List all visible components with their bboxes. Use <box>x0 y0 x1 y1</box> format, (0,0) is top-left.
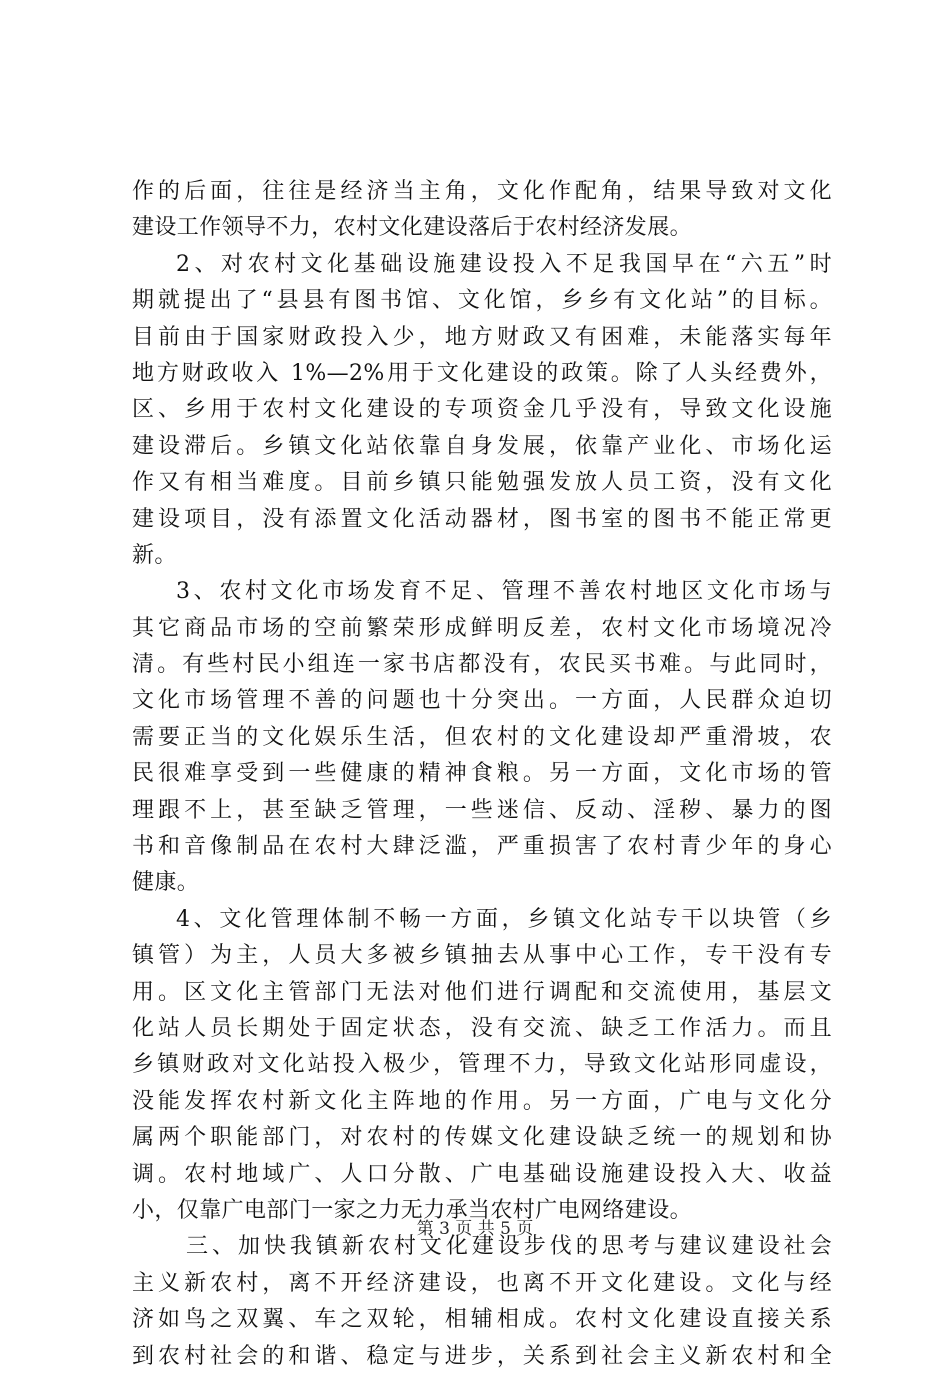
text-line: 建设工作领导不力，农村文化建设落后于农村经济发展。 <box>132 215 693 241</box>
text-line: 书和音像制品在农村大肆泛滥，严重损害了农村青少年的身心 <box>132 834 832 860</box>
text-line: 清。有些村民小组连一家书店都没有，农民买书难。与此同时， <box>132 652 832 678</box>
text-line: 镇管）为主，人员大多被乡镇抽去从事中心工作，专干没有专 <box>132 943 832 969</box>
text-line: 建设项目，没有添置文化活动器材，图书室的图书不能正常更 <box>132 506 832 532</box>
text-line: 济如鸟之双翼、车之双轮，相辅相成。农村文化建设直接关系 <box>132 1307 832 1333</box>
text-line: 主义新农村，离不开经济建设，也离不开文化建设。文化与经 <box>132 1270 832 1296</box>
text-line: 期就提出了“县县有图书馆、文化馆，乡乡有文化站”的目标。 <box>132 288 832 314</box>
page-number-footer: 第 3 页 共 5 页 <box>416 1219 534 1239</box>
text-line: 乡镇财政对文化站投入极少，管理不力，导致文化站形同虚设， <box>132 1052 832 1078</box>
text-line: 作又有相当难度。目前乡镇只能勉强发放人员工资，没有文化 <box>132 470 832 496</box>
text-line: 建设滞后。乡镇文化站依靠自身发展，依靠产业化、市场化运 <box>132 433 832 459</box>
text-line: 调。农村地域广、人口分散、广电基础设施建设投入大、收益 <box>132 1161 832 1187</box>
text-line: 目前由于国家财政投入少，地方财政又有困难，未能落实每年 <box>132 324 832 350</box>
text-line: 理跟不上，甚至缺乏管理，一些迷信、反动、淫秽、暴力的图 <box>132 797 832 823</box>
text-line: 需要正当的文化娱乐生活，但农村的文化建设却严重滑坡，农 <box>132 724 832 750</box>
paragraph-heading-line: 4、文化管理体制不畅一方面，乡镇文化站专干以块管（乡 <box>176 906 832 932</box>
text-line: 区、乡用于农村文化建设的专项资金几乎没有，导致文化设施 <box>132 397 832 423</box>
paragraph-heading-line: 3、农村文化市场发育不足、管理不善农村地区文化市场与 <box>176 579 832 605</box>
text-line: 其它商品市场的空前繁荣形成鲜明反差，农村文化市场境况冷 <box>132 615 832 641</box>
text-line: 化站人员长期处于固定状态，没有交流、缺乏工作活力。而且 <box>132 1015 832 1041</box>
text-line: 新。 <box>132 542 177 568</box>
paragraph-heading-line: 2、对农村文化基础设施建设投入不足我国早在“六五”时 <box>176 251 832 277</box>
text-line: 民很难享受到一些健康的精神食粮。另一方面，文化市场的管 <box>132 761 832 787</box>
text-line: 健康。 <box>132 870 200 896</box>
text-line: 作的后面，往往是经济当主角，文化作配角，结果导致对文化 <box>132 179 832 204</box>
document-body <box>132 174 832 1375</box>
text-line: 没能发挥农村新文化主阵地的作用。另一方面，广电与文化分 <box>132 1088 832 1114</box>
text-line: 地方财政收入 1%—2%用于文化建设的政策。除了人头经费外， <box>132 360 832 386</box>
text-line: 用。区文化主管部门无法对他们进行调配和交流使用，基层文 <box>132 979 832 1005</box>
text-line: 到农村社会的和谐、稳定与进步，关系到社会主义新农村和全 <box>132 1343 832 1369</box>
text-line: 小，仅靠广电部门一家之力无力承当农村广电网络建设。 <box>132 1197 693 1223</box>
text-line: 文化市场管理不善的问题也十分突出。一方面，人民群众迫切 <box>132 688 832 714</box>
text-line: 属两个职能部门，对农村的传媒文化建设缺乏统一的规划和协 <box>132 1125 832 1151</box>
section-heading-line: 三、加快我镇新农村文化建设步伐的思考与建议建设社会 <box>186 1234 832 1260</box>
